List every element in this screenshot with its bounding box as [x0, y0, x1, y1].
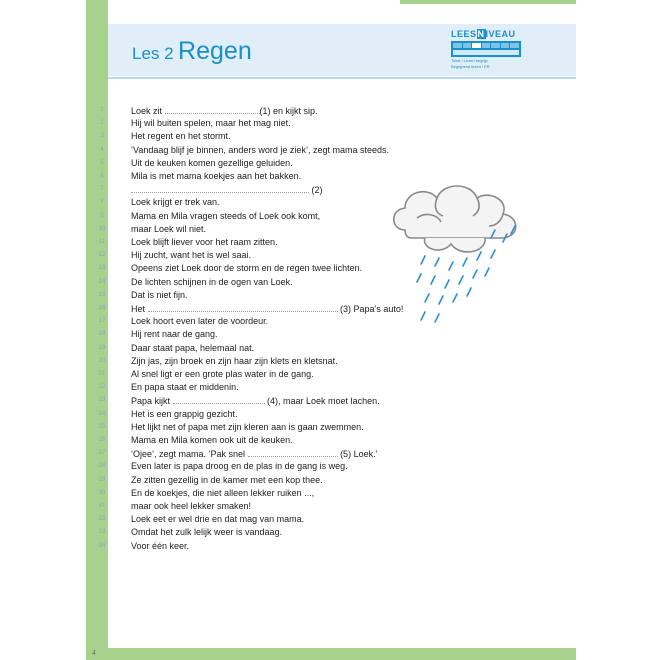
- story-line: [0, 183, 420, 196]
- line-text: Hij wil buiten spelen, maar het mag niet.: [131, 118, 291, 129]
- line-text: Uit de keuken komen gezellige geluiden.: [131, 157, 293, 168]
- line-text: Het (3) Papa’s auto!: [131, 304, 404, 314]
- line-text: Mama en Mila komen ook uit de keuken.: [131, 435, 293, 445]
- line-number: 29: [98, 476, 106, 483]
- line-number: 3: [100, 133, 104, 140]
- line-text: Loek hoort even later de voordeur.: [131, 316, 269, 327]
- story-line: [0, 302, 420, 315]
- story-line: [0, 500, 420, 513]
- line-text: Het lijkt net of papa met zijn kleren aan is gaan zwemmen.: [131, 421, 364, 432]
- story-line: [0, 262, 420, 275]
- line-number: 8: [100, 199, 104, 206]
- badge-title: LEESNIVEAU: [451, 29, 516, 39]
- fill-in-blank[interactable]: [173, 395, 265, 404]
- line-text: Hij rent naar de gang.: [131, 329, 218, 340]
- line-number: 11: [98, 239, 106, 245]
- badge-footnote-2: Begrijpend lezen / ER: [451, 64, 490, 69]
- leesniveau-badge: [451, 29, 523, 69]
- line-text: Mila is met mama koekjes aan het bakken.: [131, 171, 302, 181]
- level-bar: [451, 41, 521, 57]
- story-line: [0, 104, 420, 117]
- line-text: maar Loek wil niet.: [131, 223, 207, 234]
- story-line: [0, 355, 420, 368]
- line-number: 10: [98, 225, 106, 232]
- line-text: Al snel ligt er een grote plas water in de gang.: [131, 369, 314, 379]
- line-number: 14: [98, 278, 106, 285]
- line-number: 13: [98, 265, 106, 272]
- line-text: Hij zucht, want het is wel saai.: [131, 250, 252, 261]
- line-text: ‘Vandaag blijf je binnen, anders word je ziek’, zegt mama steeds.: [131, 144, 389, 155]
- story-line: [0, 381, 420, 394]
- fill-in-blank[interactable]: [148, 303, 338, 312]
- badge-footnote: Tekst / Lezen begrijp: [451, 58, 488, 63]
- line-text: Opeens ziet Loek door de storm en de regen twee lichten.: [131, 263, 363, 274]
- story-line: [0, 170, 420, 183]
- line-number: 34: [98, 542, 106, 549]
- line-text: Voor één keer.: [131, 540, 190, 551]
- line-number: 27: [98, 450, 106, 457]
- story-line: [0, 421, 420, 434]
- line-text: Het regent en het stormt.: [131, 131, 231, 142]
- line-text: En de koekjes, die niet alleen lekker ruiken ...,: [131, 487, 315, 498]
- story-line: [0, 144, 420, 157]
- line-number: 1: [100, 107, 104, 113]
- line-number: 7: [100, 186, 104, 193]
- line-number: 26: [98, 437, 106, 443]
- fill-in-blank[interactable]: [165, 105, 260, 114]
- line-text: Daar staat papa, helemaal nat.: [131, 342, 255, 353]
- line-text: Omdat het zulk lelijk weer is vandaag.: [131, 527, 283, 538]
- story-line: [0, 368, 420, 381]
- story-line: [0, 249, 420, 262]
- line-number: 28: [98, 463, 106, 470]
- line-number: 16: [98, 305, 106, 311]
- story-line: [0, 157, 420, 170]
- rain-cloud-icon: [385, 178, 545, 338]
- header-divider: [108, 77, 576, 79]
- line-number: 6: [100, 173, 104, 179]
- line-number: 32: [98, 516, 106, 523]
- line-text: Ze zitten gezellig in de kamer met een kop thee.: [131, 474, 323, 485]
- line-text: Loek blijft liever voor het raam zitten.: [131, 237, 278, 247]
- story-line: [0, 196, 420, 209]
- line-text: maar ook heel lekker smaken!: [131, 501, 252, 511]
- line-number: 33: [98, 529, 106, 536]
- story-line: [0, 394, 420, 407]
- page-title: [132, 37, 252, 66]
- line-number: 19: [98, 344, 106, 351]
- line-number: 23: [98, 397, 106, 404]
- line-text: Dat is niet fijn.: [131, 289, 188, 300]
- line-text: Loek krijgt er trek van.: [131, 197, 220, 208]
- story-line: [0, 460, 420, 473]
- story-line: [0, 117, 420, 130]
- lesson-prefix: Les 2: [132, 44, 174, 63]
- story-line: [0, 289, 420, 302]
- line-number: 5: [100, 159, 104, 166]
- line-text: En papa staat er middenin.: [131, 382, 239, 393]
- story-line: [0, 540, 420, 553]
- line-number: 24: [98, 410, 106, 417]
- line-text: De lichten schijnen in de ogen van Loek.: [131, 276, 293, 287]
- story-line: [0, 513, 420, 526]
- story-line: [0, 487, 420, 500]
- fill-in-blank[interactable]: [248, 448, 338, 457]
- story-line: [0, 447, 420, 460]
- line-text: Loek zit (1) en kijkt sip.: [131, 106, 318, 116]
- line-text: Het is een grappig gezicht.: [131, 408, 238, 419]
- page-number: 4: [92, 650, 96, 657]
- line-number: 20: [98, 357, 106, 364]
- story-line: [0, 434, 420, 447]
- line-number: 31: [98, 503, 106, 509]
- line-number: 2: [100, 120, 104, 127]
- story-line: [0, 210, 420, 223]
- fill-in-blank[interactable]: [131, 184, 309, 193]
- story-line: [0, 474, 420, 487]
- line-number: 25: [98, 423, 106, 430]
- story-line: [0, 276, 420, 289]
- line-text: Zijn jas, zijn broek en zijn haar zijn klets en kletsnat.: [131, 355, 338, 366]
- line-number: 9: [100, 212, 104, 219]
- story-line: [0, 130, 420, 143]
- story-line: [0, 408, 420, 421]
- story-line: [0, 315, 420, 328]
- line-number: 17: [98, 318, 106, 325]
- line-text: Even later is papa droog en de plas in de gang is weg.: [131, 461, 348, 472]
- lesson-title: Regen: [178, 37, 252, 65]
- line-number: 4: [100, 146, 104, 153]
- story-line: [0, 342, 420, 355]
- line-number: 12: [98, 252, 106, 259]
- top-accent-strip: [400, 0, 576, 4]
- line-number: 21: [98, 371, 106, 377]
- story-line: [0, 526, 420, 539]
- line-number: 22: [98, 384, 106, 391]
- line-text: Mama en Mila vragen steeds of Loek ook komt,: [131, 210, 321, 221]
- story-line: [0, 236, 420, 249]
- bottom-margin-bar: [86, 648, 576, 660]
- story-line: [0, 223, 420, 236]
- line-number: 18: [98, 331, 106, 338]
- line-number: 15: [98, 291, 106, 298]
- story-line: [0, 328, 420, 341]
- line-text: ‘Ojee’, zegt mama. ‘Pak snel (5) Loek.’: [131, 449, 378, 460]
- line-number: 30: [98, 489, 106, 496]
- line-text: (2): [131, 184, 323, 195]
- line-text: Papa kijkt (4), maar Loek moet lachen.: [131, 396, 380, 407]
- line-text: Loek eet er wel drie en dat mag van mama.: [131, 514, 305, 525]
